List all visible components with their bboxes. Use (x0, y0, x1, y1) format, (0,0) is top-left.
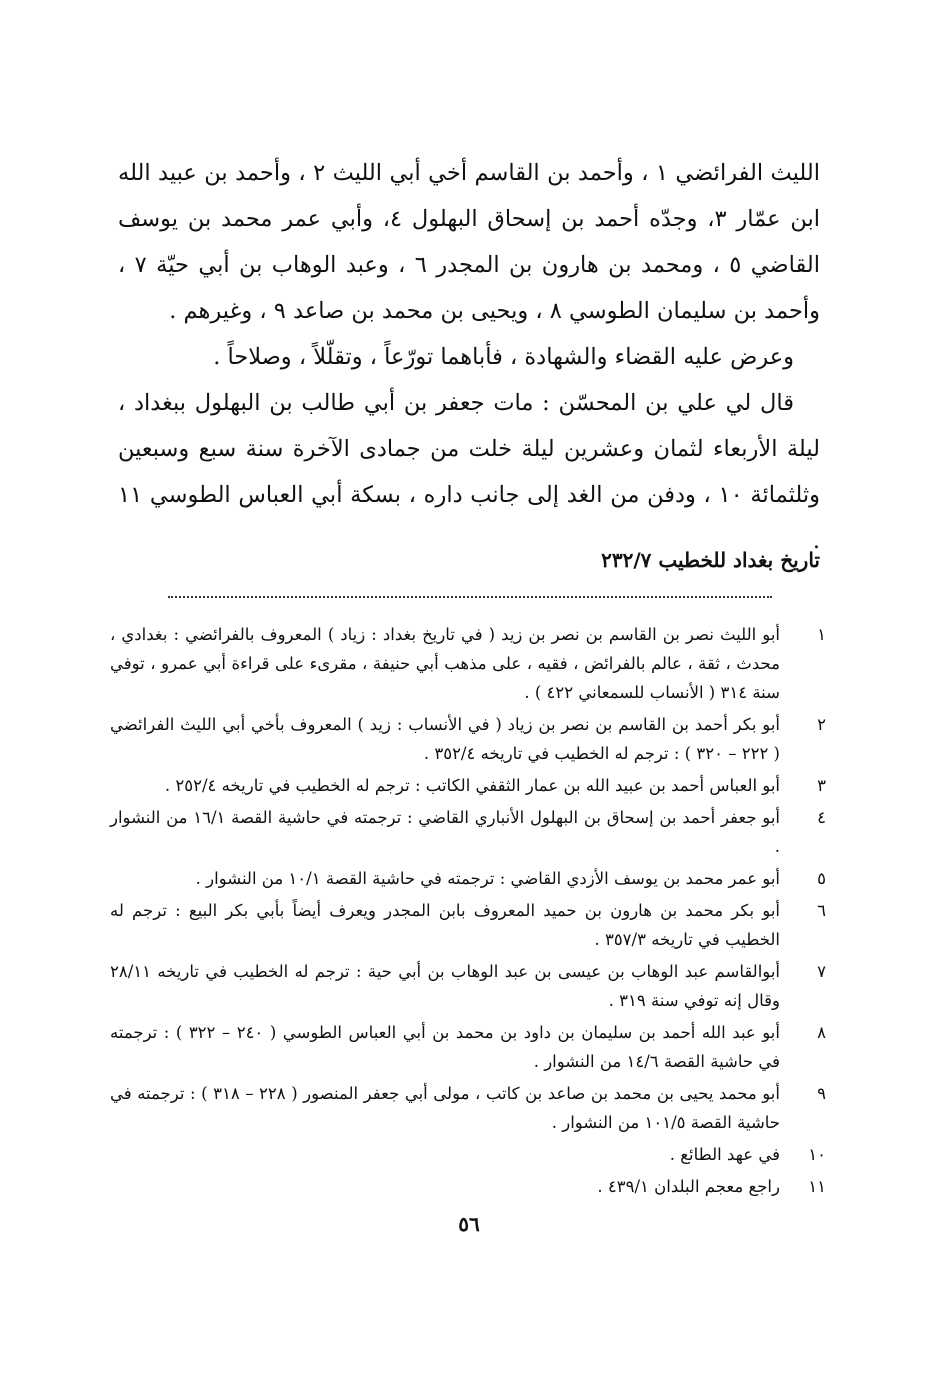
footnote-number: ١١ (808, 1177, 826, 1196)
footnote-text: أبو العباس أحمد بن عبيد الله بن عمار الثقفي الكاتب : ترجم له الخطيب في تاريخه ٢٥٢/٤ . (164, 776, 780, 795)
footnote-divider (168, 596, 772, 598)
footnote-1 (110, 620, 826, 707)
footnote-number: ١ (817, 625, 826, 644)
footnote-number: ٦ (817, 901, 826, 920)
footnote-text: في عهد الطائع . (669, 1145, 780, 1164)
main-paragraph-1: الليث الفرائضي ١ ، وأحمد بن القاسم أخي أبي الليث ٢ ، وأحمد بن عبيد الله ابن عمّار ٣، وجدّه أحمد بن إسحاق البهلول ٤، وأبي عمر محمد بن يوسف القاضي ٥ ، ومحمد بن هارون بن المجدر ٦ ، وعبد الوهاب بن أبي حيّة ٧ ، وأحمد بن سليمان الطوسي ٨ ، ويحيى بن محمد بن صاعد ٩ ، وغيرهم . (118, 160, 820, 324)
source-citation: تاريخ بغداد للخطيب ٢٣٢/٧ (601, 548, 820, 572)
footnote-text: راجع معجم البلدان ٤٣٩/١ . (597, 1177, 780, 1196)
footnote-11 (110, 1172, 826, 1201)
footnote-text: أبو عمر محمد بن يوسف الأزدي القاضي : ترجمته في حاشية القصة ١٠/١ من النشوار . (195, 869, 780, 888)
footnote-7 (110, 957, 826, 1015)
footnote-number: ٢ (817, 715, 826, 734)
footnote-number: ٩ (817, 1084, 826, 1103)
footnote-text: أبو الليث نصر بن القاسم بن نصر بن زيد ( في تاريخ بغداد : زياد ) المعروف بالفرائضي : بغدادي ، محدث ، ثقة ، عالم بالفرائض ، فقيه ، على مذهب أبي حنيفة ، مقرىء على قراءة أبي عمرو ، توفي سنة ٣١٤ ( الأنساب للسمعاني ٤٢٢ ) . (110, 625, 780, 702)
footnotes (110, 620, 826, 1204)
footnote-10 (110, 1140, 826, 1169)
footnote-text: أبو بكر محمد بن هارون بن حميد المعروف بابن المجدر ويعرف أيضاً بأبي بكر البيع : ترجم له الخطيب في تاريخه ٣٥٧/٣ . (110, 901, 780, 949)
footnote-4 (110, 803, 826, 861)
footnote-number: ٤ (817, 808, 826, 827)
main-text (118, 150, 820, 564)
footnote-number: ٨ (817, 1023, 826, 1042)
main-paragraph-2: وعرض عليه القضاء والشهادة ، فأباهما تورّعاً ، وتقلّلاً ، وصلاحاً . (213, 344, 794, 370)
footnote-3 (110, 771, 826, 800)
footnote-number: ٥ (817, 869, 826, 888)
footnote-text: أبو بكر أحمد بن القاسم بن نصر بن زياد ( في الأنساب : زيد ) المعروف بأخي أبي الليث الفرائضي ( ٢٢٢ – ٣٢٠ ) : ترجم له الخطيب في تاريخه ٣٥٢/٤ . (110, 715, 780, 763)
footnote-5 (110, 864, 826, 893)
footnote-text: أبو جعفر أحمد بن إسحاق بن البهلول الأنباري القاضي : ترجمته في حاشية القصة ١٦/١ من النشوار . (110, 808, 780, 856)
main-paragraph-3: قال لي علي بن المحسّن : مات جعفر بن أبي طالب بن البهلول ببغداد ، ليلة الأربعاء لثمان وعشرين ليلة خلت من جمادى الآخرة سنة سبع وسبعين وثلثمائة ١٠ ، ودفن من الغد إلى جانب داره ، بسكة أبي العباس الطوسي ١١ . (118, 390, 820, 554)
footnote-number: ٧ (817, 962, 826, 981)
footnote-9 (110, 1079, 826, 1137)
footnote-8 (110, 1018, 826, 1076)
footnote-number: ٣ (817, 776, 826, 795)
footnote-text: أبو عبد الله أحمد بن سليمان بن داود بن محمد بن أبي العباس الطوسي ( ٢٤٠ – ٣٢٢ ) : ترجمته في حاشية القصة ١٤/٦ من النشوار . (110, 1023, 780, 1071)
footnote-6 (110, 896, 826, 954)
footnote-text: أبو محمد يحيى بن محمد بن صاعد بن كاتب ، مولى أبي جعفر المنصور ( ٢٢٨ – ٣١٨ ) : ترجمته في حاشية القصة ١٠١/٥ من النشوار . (110, 1084, 780, 1132)
page-number: ٥٦ (458, 1212, 480, 1236)
footnote-2 (110, 710, 826, 768)
footnote-text: أبوالقاسم عبد الوهاب بن عيسى بن عبد الوهاب بن أبي حية : ترجم له الخطيب في تاريخه ٢٨/١١ وقال إنه توفي سنة ٣١٩ . (110, 962, 780, 1010)
footnote-number: ١٠ (808, 1145, 826, 1164)
